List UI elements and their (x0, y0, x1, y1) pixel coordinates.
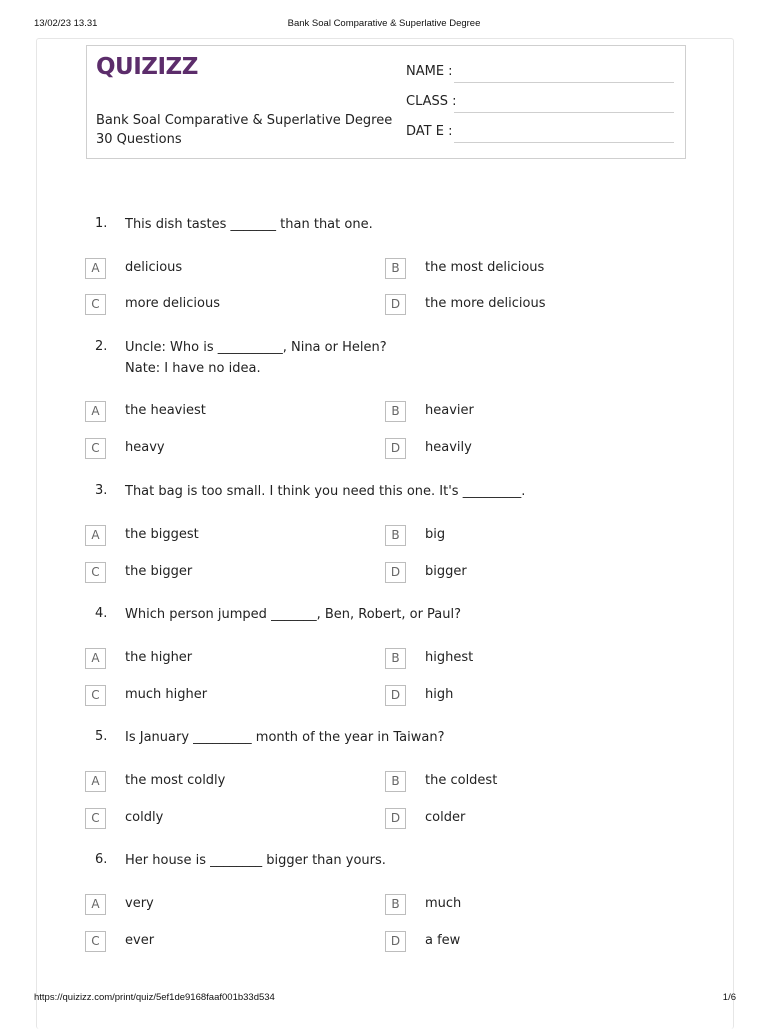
option-b-text: heavier (425, 403, 474, 418)
option-d-text: high (425, 687, 454, 702)
question-number: 2. (95, 339, 108, 354)
option-d-text: a few (425, 933, 461, 948)
option-a-text: very (125, 896, 154, 911)
option-d-box: D (385, 685, 406, 706)
question-number: 1. (95, 216, 108, 231)
option-a-box: A (85, 525, 106, 546)
option-b-text: the most delicious (425, 260, 545, 275)
option-d-text: colder (425, 810, 466, 825)
question-number: 5. (95, 729, 108, 744)
option-a-box: A (85, 401, 106, 422)
date-line (454, 142, 674, 143)
option-a-box: A (85, 258, 106, 279)
option-c-text: more delicious (125, 296, 221, 311)
print-datetime: 13/02/23 13.31 (34, 18, 98, 29)
date-field (406, 124, 674, 144)
quiz-title: Bank Soal Comparative & Superlative Degree (96, 113, 393, 128)
question-count: 30 Questions (96, 132, 182, 147)
option-c-box: C (85, 562, 106, 583)
name-field (406, 64, 674, 84)
option-a-box: A (85, 894, 106, 915)
question-text: Which person jumped _______, Ben, Robert, or Paul? (125, 607, 462, 622)
option-c-box: C (85, 294, 106, 315)
question-number: 6. (95, 852, 108, 867)
option-c-text: coldly (125, 810, 164, 825)
option-b-text: big (425, 527, 446, 542)
option-b-text: much (425, 896, 462, 911)
class-field (406, 94, 674, 114)
option-d-box: D (385, 931, 406, 952)
date-label: DAT E : (406, 124, 453, 139)
option-d-box: D (385, 438, 406, 459)
question-text: Is January _________ month of the year in Taiwan? (125, 730, 445, 745)
option-d-text: bigger (425, 564, 467, 579)
option-a-text: the heaviest (125, 403, 206, 418)
option-d-box: D (385, 808, 406, 829)
option-b-box: B (385, 401, 406, 422)
class-line (454, 112, 674, 113)
option-d-text: heavily (425, 440, 472, 455)
print-title: Bank Soal Comparative & Superlative Degree (287, 18, 481, 29)
option-c-text: the bigger (125, 564, 193, 579)
option-c-text: much higher (125, 687, 208, 702)
option-a-text: delicious (125, 260, 183, 275)
question-text: Uncle: Who is __________, Nina or Helen? Nate: I have no idea. (125, 340, 387, 376)
quizizz-logo: QUIZIZZ (96, 54, 198, 80)
print-url: https://quizizz.com/print/quiz/5ef1de9168faaf001b33d534 (34, 992, 275, 1003)
option-a-text: the higher (125, 650, 193, 665)
name-line (454, 82, 674, 83)
option-b-box: B (385, 894, 406, 915)
option-a-box: A (85, 771, 106, 792)
option-b-text: highest (425, 650, 474, 665)
option-c-box: C (85, 685, 106, 706)
option-a-text: the biggest (125, 527, 199, 542)
option-c-text: heavy (125, 440, 165, 455)
option-b-box: B (385, 648, 406, 669)
option-c-box: C (85, 438, 106, 459)
worksheet-header (86, 45, 686, 159)
option-c-box: C (85, 931, 106, 952)
option-b-box: B (385, 525, 406, 546)
option-b-box: B (385, 771, 406, 792)
option-c-text: ever (125, 933, 155, 948)
option-a-text: the most coldly (125, 773, 226, 788)
question-number: 4. (95, 606, 108, 621)
question-number: 3. (95, 483, 108, 498)
option-a-box: A (85, 648, 106, 669)
option-d-box: D (385, 562, 406, 583)
class-label: CLASS : (406, 94, 457, 109)
question-text: That bag is too small. I think you need this one. It's _________. (125, 484, 526, 499)
question-text: This dish tastes _______ than that one. (125, 217, 373, 232)
option-d-box: D (385, 294, 406, 315)
option-b-text: the coldest (425, 773, 498, 788)
question-text: Her house is ________ bigger than yours. (125, 853, 386, 868)
option-c-box: C (85, 808, 106, 829)
name-label: NAME : (406, 64, 453, 79)
option-d-text: the more delicious (425, 296, 546, 311)
option-b-box: B (385, 258, 406, 279)
page-number: 1/6 (722, 992, 736, 1003)
